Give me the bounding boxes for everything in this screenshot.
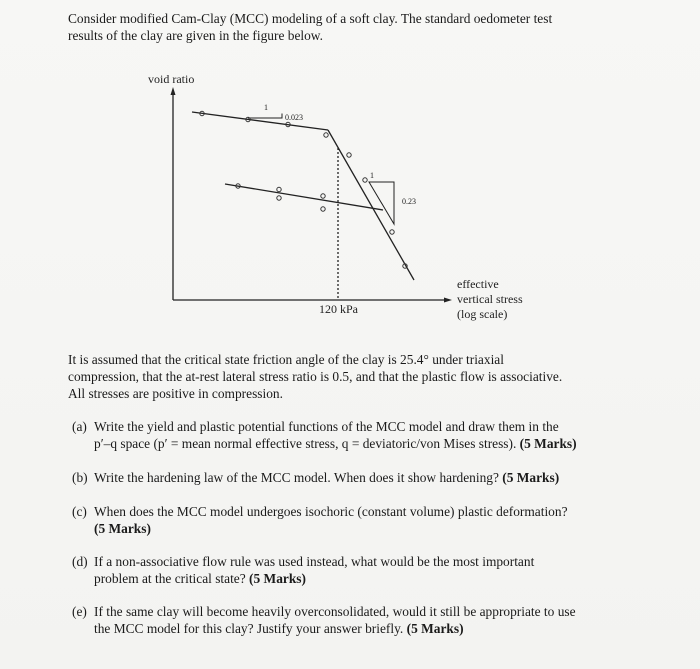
lower-swelling-line [225, 184, 383, 210]
question-text-cont: the MCC model for this clay? Justify your answer briefly. [94, 621, 407, 636]
question-marks: (5 Marks) [519, 436, 577, 451]
question-label: (a) [72, 419, 87, 434]
data-markers [200, 111, 407, 268]
data-point [363, 178, 367, 182]
compression-slope-triangle [369, 182, 394, 224]
paragraph-line-1: It is assumed that the critical state friction angle of the clay is 25.4° under triaxial [68, 352, 504, 367]
y-axis-label: void ratio [148, 72, 195, 86]
swelling-slope-label: 0.023 [285, 113, 303, 122]
paragraph-line-2: compression, that the at-rest lateral stress ratio is 0.5, and that the plastic flow is associative. [68, 369, 563, 384]
swelling-slope-triangle [248, 114, 282, 119]
question-label: (e) [72, 604, 87, 619]
swelling-triangle-run-label: 1 [264, 103, 268, 112]
question-label: (b) [72, 470, 88, 485]
question-text: When does the MCC model undergoes isochoric (constant volume) plastic deformation? [94, 504, 568, 519]
question-d [72, 553, 618, 587]
data-point [277, 187, 281, 191]
question-b [72, 469, 618, 486]
intro-line-1: Consider modified Cam-Clay (MCC) modeling of a soft clay. The standard oedometer test [68, 11, 553, 26]
assumptions-paragraph [68, 351, 628, 402]
x-axis-label-2: vertical stress [457, 292, 523, 306]
question-text-cont: problem at the critical state? [94, 571, 250, 586]
y-axis-arrow [171, 87, 176, 95]
question-marks: (5 Marks) [249, 571, 306, 586]
data-point [321, 194, 325, 198]
data-point [277, 196, 281, 200]
question-text: If a non-associative flow rule was used instead, what would be the most important [94, 554, 535, 569]
question-e [72, 603, 618, 637]
question-label: (c) [72, 504, 87, 519]
intro-line-2: results of the clay are given in the figure below. [68, 28, 323, 43]
question-text: Write the hardening law of the MCC model. When does it show hardening? [94, 470, 503, 485]
data-point [324, 133, 328, 137]
question-text: If the same clay will become heavily overconsolidated, would it still be appropriate to use [94, 604, 576, 619]
compression-triangle-run-label: 1 [370, 171, 374, 180]
upper-recompression-line [192, 112, 328, 130]
question-marks: (5 Marks) [502, 470, 560, 485]
question-marks: (5 Marks) [406, 621, 464, 636]
question-label: (d) [72, 554, 88, 569]
question-marks: (5 Marks) [94, 521, 151, 536]
data-point [390, 230, 394, 234]
x-axis-arrow [444, 298, 452, 303]
data-point [347, 153, 351, 157]
data-point [321, 207, 325, 211]
preconsolidation-label: 120 kPa [319, 302, 358, 316]
question-text: Write the yield and plastic potential functions of the MCC model and draw them in the [94, 419, 559, 434]
question-a [72, 418, 618, 452]
x-axis-label-1: effective [457, 277, 499, 291]
question-c [72, 503, 618, 537]
question-text-cont: p′–q space (p′ = mean normal effective stress, q = deviatoric/von Mises stress). [94, 436, 520, 451]
paragraph-line-3: All stresses are positive in compression. [68, 386, 283, 401]
compression-slope-label: 0.23 [402, 197, 416, 206]
x-axis-label-3: (log scale) [457, 307, 508, 321]
